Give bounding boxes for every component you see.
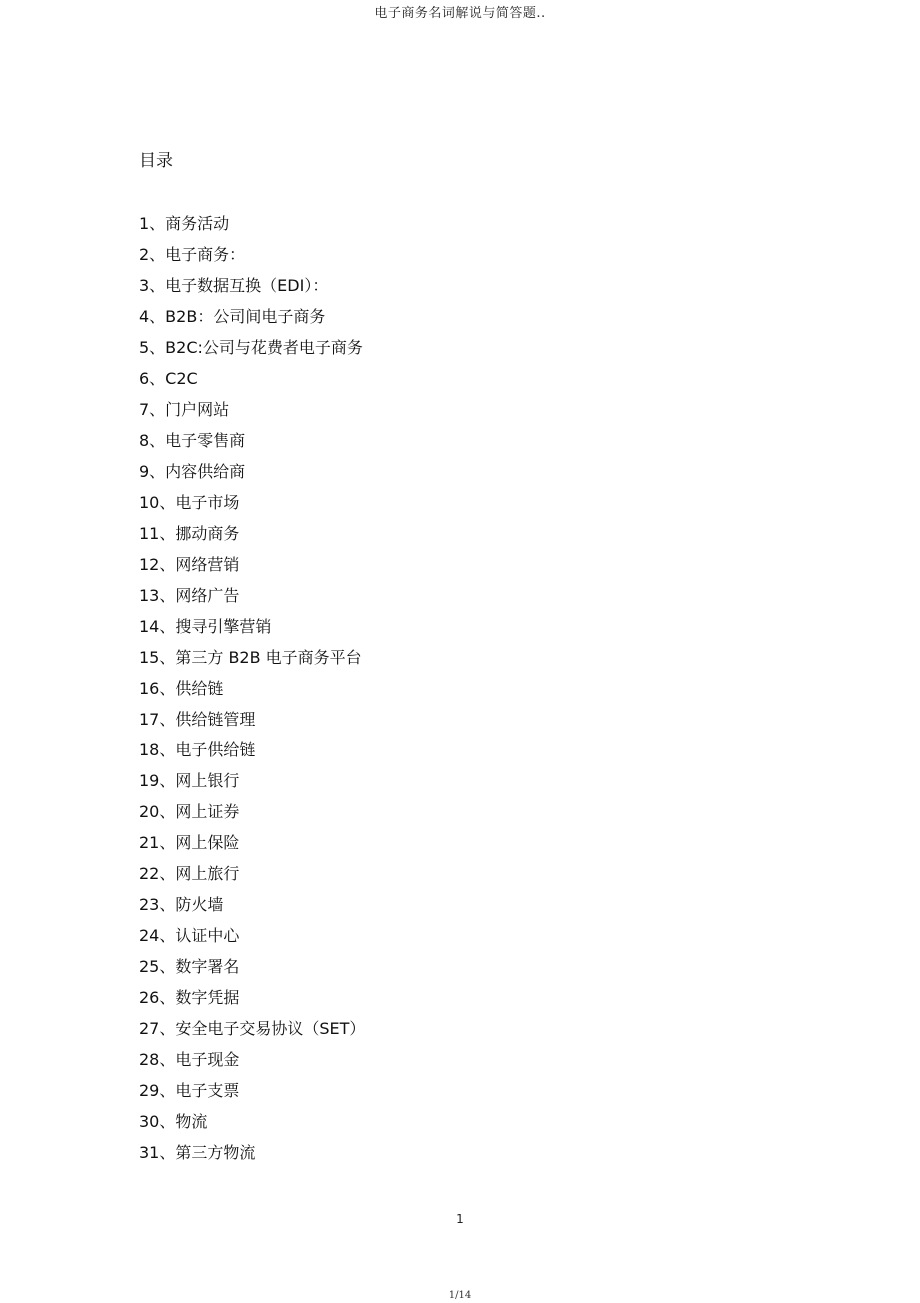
toc-item-15: 15、第三方 B2B 电子商务平台	[139, 647, 362, 667]
toc-item-31: 31、第三方物流	[139, 1143, 256, 1163]
toc-item-9: 9、内容供给商	[139, 461, 246, 481]
toc-item-17: 17、供给链管理	[139, 709, 256, 729]
toc-item-11: 11、挪动商务	[139, 523, 240, 543]
toc-item-23: 23、防火墙	[139, 895, 224, 915]
toc-item-16: 16、供给链	[139, 678, 224, 698]
toc-item-3: 3、电子数据互换（EDI）：	[139, 275, 329, 295]
toc-item-30: 30、物流	[139, 1112, 208, 1132]
document-header-title: 电子商务名词解说与简答题..	[374, 6, 546, 21]
toc-item-29: 29、电子支票	[139, 1081, 240, 1101]
toc-item-10: 10、电子市场	[139, 492, 240, 512]
toc-item-25: 25、数字署名	[139, 957, 240, 977]
toc-item-19: 19、网上银行	[139, 771, 240, 791]
toc-item-6: 6、C2C	[139, 368, 198, 388]
toc-item-18: 18、电子供给链	[139, 740, 256, 760]
toc-item-1: 1、商务活动	[139, 214, 230, 233]
toc-list	[139, 212, 365, 1172]
toc-item-13: 13、网络广告	[139, 585, 240, 605]
toc-item-22: 22、网上旅行	[139, 864, 240, 884]
toc-item-2: 2、电子商务：	[139, 244, 246, 264]
toc-item-24: 24、认证中心	[139, 926, 240, 946]
toc-item-7: 7、门户网站	[139, 399, 230, 419]
toc-item-27: 27、安全电子交易协议（SET）	[139, 1019, 366, 1039]
toc-title: 目录	[139, 151, 173, 171]
toc-item-5: 5、B2C:公司与花费者电子商务	[139, 337, 363, 357]
toc-item-26: 26、数字凭据	[139, 988, 240, 1008]
page-number: 1	[456, 1212, 464, 1226]
toc-item-12: 12、网络营销	[139, 554, 240, 574]
toc-item-4: 4、B2B：公司间电子商务	[139, 306, 326, 326]
toc-item-20: 20、网上证券	[139, 802, 240, 822]
toc-item-8: 8、电子零售商	[139, 430, 246, 450]
toc-item-14: 14、搜寻引擎营销	[139, 616, 272, 636]
page-counter: 1/14	[448, 1290, 472, 1301]
toc-item-21: 21、网上保险	[139, 833, 240, 853]
toc-item-28: 28、电子现金	[139, 1050, 240, 1070]
